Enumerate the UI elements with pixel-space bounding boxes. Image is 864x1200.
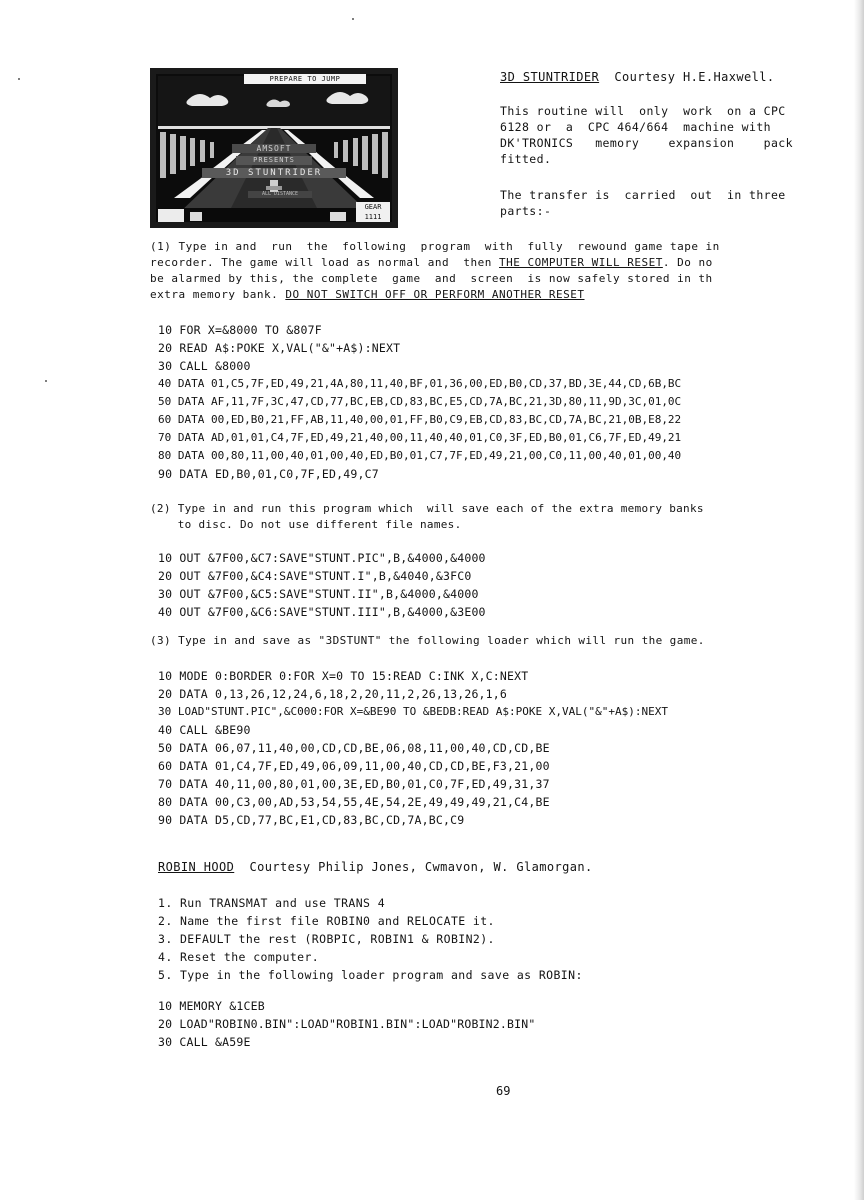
code-line: 60 DATA 00,ED,B0,21,FF,AB,11,40,00,01,FF,B0,C9,EB,CD,83,BC,CD,7A,BC,21,0B,E8,22 bbox=[158, 413, 682, 426]
code-line: 20 LOAD"ROBIN0.BIN":LOAD"ROBIN1.BIN":LOAD"ROBIN2.BIN" bbox=[158, 1017, 536, 1031]
article2-credit: Courtesy Philip Jones, Cwmavon, W. Glamorgan. bbox=[249, 860, 593, 874]
transfer-line: parts:- bbox=[500, 204, 552, 218]
article-credit: Courtesy H.E.Haxwell. bbox=[614, 70, 775, 84]
code-line: 40 CALL &BE90 bbox=[158, 723, 251, 737]
code-line: 10 FOR X=&8000 TO &807F bbox=[158, 323, 322, 337]
robin-step: 4. Reset the computer. bbox=[158, 950, 320, 964]
code-line: 20 OUT &7F00,&C4:SAVE"STUNT.I",B,&4040,&3FC0 bbox=[158, 569, 472, 583]
game-gear-label: GEAR bbox=[364, 203, 382, 211]
step3-line: (3) Type in and save as "3DSTUNT" the following loader which will run the game. bbox=[150, 634, 705, 647]
code-line: 80 DATA 00,C3,00,AD,53,54,55,4E,54,2E,49,49,49,21,C4,BE bbox=[158, 795, 550, 809]
game-gear-value: 1111 bbox=[364, 213, 382, 221]
code-line: 80 DATA 00,80,11,00,40,01,00,40,ED,B0,01,C7,7F,ED,49,21,00,C0,11,00,40,01,00,40 bbox=[158, 449, 682, 462]
code-line: 40 OUT &7F00,&C6:SAVE"STUNT.III",B,&4000,&3E00 bbox=[158, 605, 486, 619]
step1-text: extra memory bank. bbox=[150, 288, 286, 301]
article2-title-line bbox=[158, 860, 593, 874]
code-line: 70 DATA AD,01,01,C4,7F,ED,49,21,40,00,11,40,40,01,C0,3F,ED,B0,01,C6,7F,ED,49,21 bbox=[158, 431, 682, 444]
step1-line bbox=[150, 256, 713, 270]
code-line: 90 DATA D5,CD,77,BC,E1,CD,83,BC,CD,7A,BC,C9 bbox=[158, 813, 465, 827]
code-line: 50 DATA 06,07,11,40,00,CD,CD,BE,06,08,11,00,40,CD,CD,BE bbox=[158, 741, 550, 755]
page-number: 69 bbox=[496, 1084, 511, 1098]
step1-line bbox=[150, 288, 585, 302]
transfer-line: The transfer is carried out in three bbox=[500, 188, 786, 202]
step1-warning: THE COMPUTER WILL RESET bbox=[499, 256, 663, 269]
article-title: 3D STUNTRIDER bbox=[500, 70, 600, 84]
article2-title: ROBIN HOOD bbox=[158, 860, 235, 874]
code-line: 10 MODE 0:BORDER 0:FOR X=0 TO 15:READ C:INK X,C:NEXT bbox=[158, 669, 529, 683]
step1-line: be alarmed by this, the complete game and screen is now safely stored in th bbox=[150, 272, 713, 285]
code-line: 40 DATA 01,C5,7F,ED,49,21,4A,80,11,40,BF,01,36,00,ED,B0,CD,37,BD,3E,44,CD,6B,BC bbox=[158, 377, 682, 390]
intro-line: fitted. bbox=[500, 152, 552, 166]
robin-step: 2. Name the first file ROBIN0 and RELOCATE it. bbox=[158, 914, 495, 928]
page-edge-shadow bbox=[854, 0, 864, 1200]
game-publisher: AMSOFT bbox=[256, 144, 292, 153]
code-line: 20 READ A$:POKE X,VAL("&"+A$):NEXT bbox=[158, 341, 401, 355]
step1-text: recorder. The game will load as normal and then bbox=[150, 256, 500, 269]
game-presents: PRESENTS bbox=[253, 156, 295, 164]
article-title-line bbox=[500, 70, 775, 84]
code-line: 60 DATA 01,C4,7F,ED,49,06,09,11,00,40,CD,CD,BE,F3,21,00 bbox=[158, 759, 550, 773]
game-subtitle: ALL DISTANCE bbox=[261, 191, 299, 197]
robin-step: 1. Run TRANSMAT and use TRANS 4 bbox=[158, 896, 386, 910]
step1-text: . Do no bbox=[662, 256, 713, 269]
game-banner: PREPARE TO JUMP bbox=[269, 75, 341, 83]
code-line: 30 CALL &A59E bbox=[158, 1035, 251, 1049]
robin-step: 3. DEFAULT the rest (ROBPIC, ROBIN1 & ROBIN2). bbox=[158, 932, 495, 946]
step2-line: to disc. Do not use different file names. bbox=[150, 518, 462, 531]
speck bbox=[45, 380, 47, 382]
step2-line: (2) Type in and run this program which will save each of the extra memory banks bbox=[150, 502, 704, 515]
code-line: 90 DATA ED,B0,01,C0,7F,ED,49,C7 bbox=[158, 467, 379, 481]
code-line: 30 CALL &8000 bbox=[158, 359, 251, 373]
intro-line: DK'TRONICS memory expansion pack bbox=[500, 136, 793, 150]
game-title: 3D STUNTRIDER bbox=[225, 168, 323, 178]
code-line: 10 OUT &7F00,&C7:SAVE"STUNT.PIC",B,&4000,&4000 bbox=[158, 551, 486, 565]
code-line: 30 OUT &7F00,&C5:SAVE"STUNT.II",B,&4000,&4000 bbox=[158, 587, 479, 601]
code-line: 10 MEMORY &1CEB bbox=[158, 999, 265, 1013]
intro-line: This routine will only work on a CPC bbox=[500, 104, 786, 118]
code-line: 20 DATA 0,13,26,12,24,6,18,2,20,11,2,26,13,26,1,6 bbox=[158, 687, 508, 701]
step1-warning: DO NOT SWITCH OFF OR PERFORM ANOTHER RESET bbox=[285, 288, 585, 301]
speck bbox=[352, 18, 354, 20]
step1-line: (1) Type in and run the following program with fully rewound game tape in bbox=[150, 240, 720, 253]
code-line: 70 DATA 40,11,00,80,01,00,3E,ED,B0,01,C0,7F,ED,49,31,37 bbox=[158, 777, 550, 791]
robin-step: 5. Type in the following loader program and save as ROBIN: bbox=[158, 968, 583, 982]
code-line: 30 LOAD"STUNT.PIC",&C000:FOR X=&BE90 TO &BEDB:READ A$:POKE X,VAL("&"+A$):NEXT bbox=[158, 705, 668, 718]
intro-line: 6128 or a CPC 464/664 machine with bbox=[500, 120, 771, 134]
game-screenshot bbox=[150, 68, 398, 228]
code-line: 50 DATA AF,11,7F,3C,47,CD,77,BC,EB,CD,83,BC,E5,CD,7A,BC,21,3D,80,11,9D,3C,01,0C bbox=[158, 395, 682, 408]
speck bbox=[18, 78, 20, 80]
